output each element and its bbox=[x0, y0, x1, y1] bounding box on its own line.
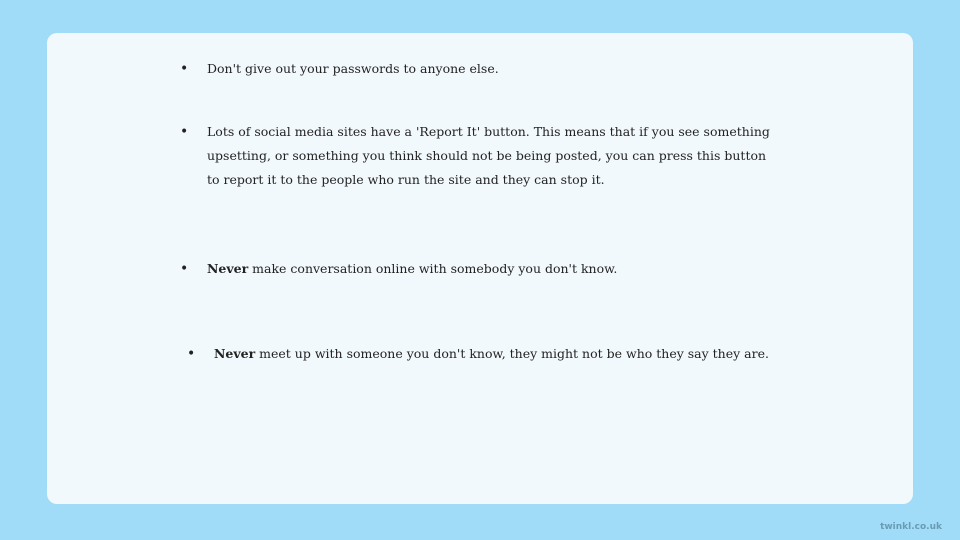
emphasis-text: Never bbox=[214, 346, 256, 361]
bullet-text-wrapper bbox=[207, 257, 787, 281]
bullet-text: make conversation online with somebody you don't know. bbox=[248, 261, 618, 276]
bullet-icon: • bbox=[180, 61, 189, 77]
bullet-text: Don't give out your passwords to anyone else. bbox=[207, 61, 499, 76]
watermark: twinkl.co.uk bbox=[880, 522, 942, 532]
bullet-text: Lots of social media sites have a 'Report It' button. This means that if you see something upsetting, or something you think should not be being posted, you can press this button to report it to the people who run the site and they can stop it. bbox=[207, 124, 770, 187]
emphasis-text: Never bbox=[207, 261, 249, 276]
bullet-icon: • bbox=[187, 346, 196, 362]
bullet-text-wrapper bbox=[214, 342, 814, 366]
bullet-text: meet up with someone you don't know, they might not be who they say they are. bbox=[255, 346, 769, 361]
bullet-icon: • bbox=[180, 124, 189, 140]
bullet-icon: • bbox=[180, 261, 189, 277]
